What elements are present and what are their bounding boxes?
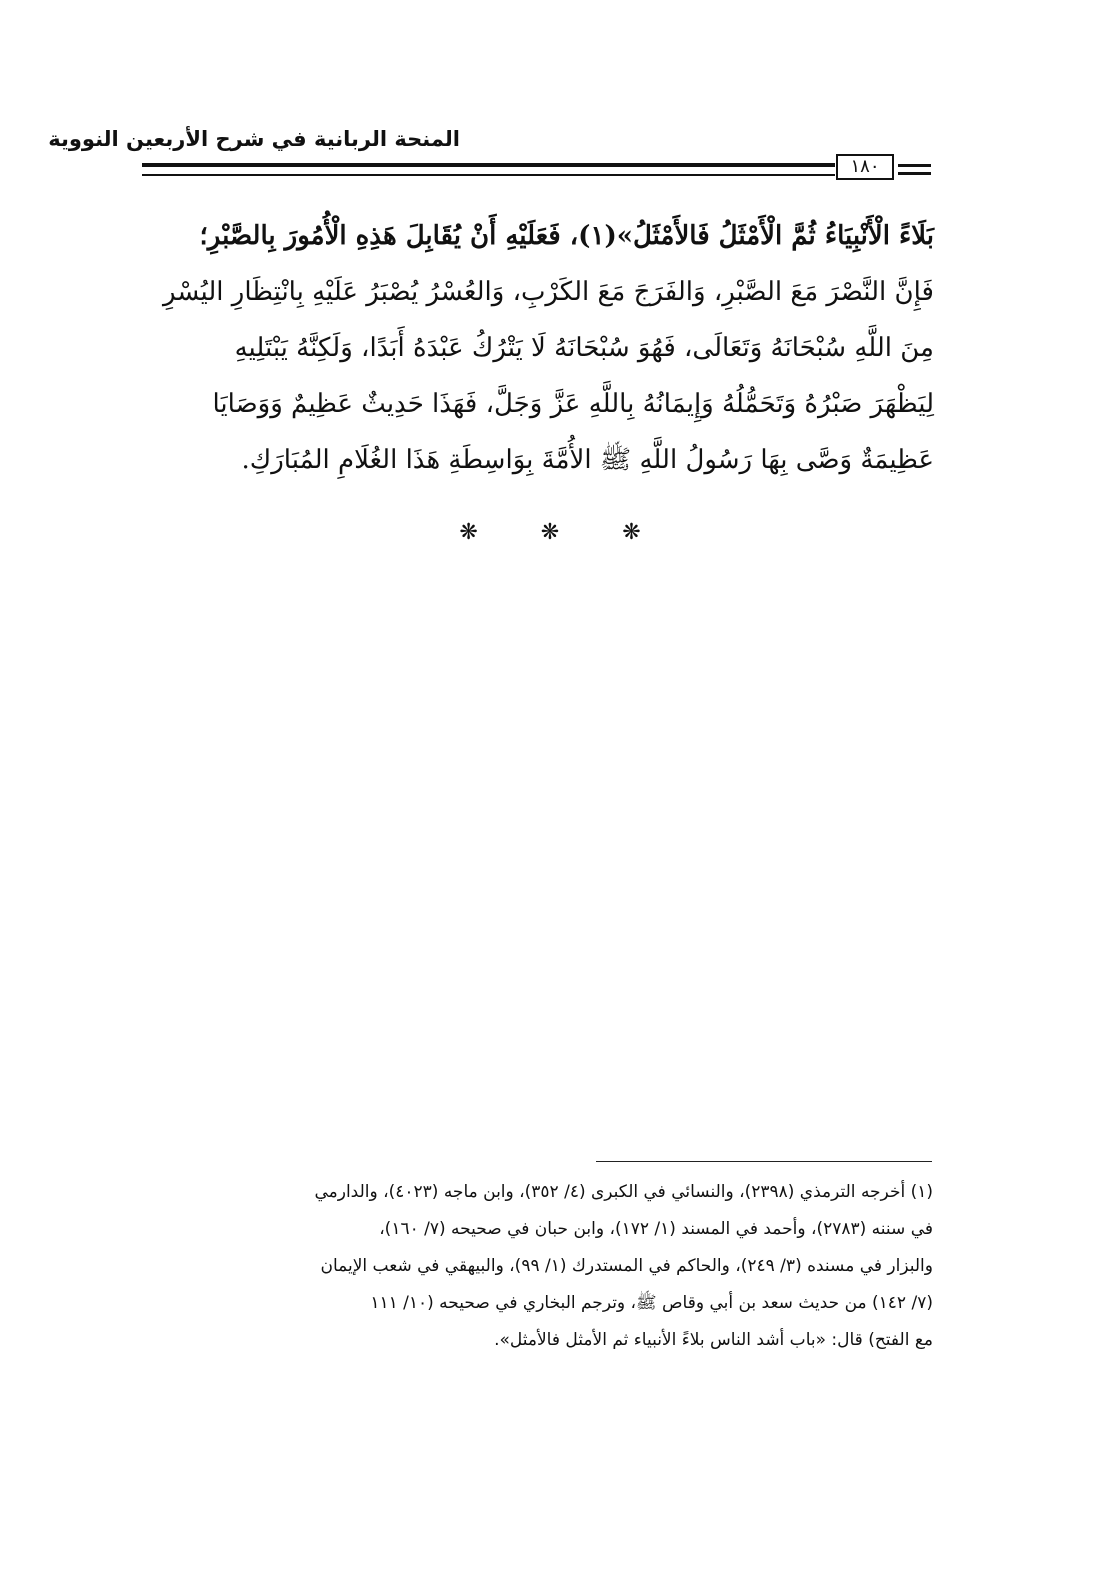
body-line-5: عَظِيمَةٌ وَصَّى بِهَا رَسُولُ اللَّهِ ﷺ الأُمَّةَ بِوَاسِطَةِ هَذَا الغُلَامِ المُبَارَكِ.	[241, 445, 934, 475]
body-line-4: لِيَظْهَرَ صَبْرُهُ وَتَحَمُّلُهُ وَإِيمَانُهُ بِاللَّهِ عَزَّ وَجَلَّ، فَهَذَا حَدِيثٌ عَظِيمٌ وَوَصَايَا	[212, 389, 934, 419]
book-title: المنحة الربانية في شرح الأربعين النووية	[48, 127, 460, 151]
footnote-line-3: والبزار في مسنده (٣/ ٢٤٩)، والحاكم في المستدرك (١/ ٩٩)، والبيهقي في شعب الإيمان	[320, 1256, 933, 1276]
footnote-line-5: مع الفتح) قال: «باب أشد الناس بلاءً الأنبياء ثم الأمثل فالأمثل».	[494, 1330, 933, 1350]
body-line-3: مِنَ اللَّهِ سُبْحَانَهُ وَتَعَالَى، فَهُوَ سُبْحَانَهُ لَا يَتْرُكُ عَبْدَهُ أَبَدًا، وَلَكِنَّهُ يَبْتَلِيهِ	[234, 333, 934, 363]
body-line-2: فَإِنَّ النَّصْرَ مَعَ الصَّبْرِ، وَالفَرَجَ مَعَ الكَرْبِ، وَالعُسْرُ يُصْبَرُ عَلَيْهِ بِانْتِظَارِ اليُسْرِ	[163, 277, 934, 307]
header-rule-thick	[142, 163, 835, 167]
footnote-line-4: (٧/ ١٤٢) من حديث سعد بن أبي وقاص ﷺ، وترجم البخاري في صحيحه (١٠/ ١١١	[370, 1293, 933, 1313]
header-rule-thin	[142, 174, 835, 176]
body-line-1: بَلَاءً الْأَنْبِيَاءُ ثُمَّ الْأَمْثَلُ فَالأَمْثَلُ»(١)، فَعَلَيْهِ أَنْ يُقَابِلَ هَذِهِ الْأُمُورَ بِالصَّبْرِ؛	[199, 221, 934, 251]
header-rule-right-top	[898, 164, 931, 167]
page-number: ١٨٠	[836, 154, 894, 180]
footnote-line-1: (١) أخرجه الترمذي (٢٣٩٨)، والنسائي في الكبرى (٤/ ٣٥٢)، وابن ماجه (٤٠٢٣)، والدارمي	[314, 1182, 933, 1202]
header-rule-right-bottom	[898, 172, 931, 175]
footnote-line-2: في سننه (٢٧٨٣)، وأحمد في المسند (١/ ١٧٢)، وابن حبان في صحيحه (٧/ ١٦٠)،	[379, 1219, 933, 1239]
section-separator: ❋ ❋ ❋	[459, 520, 641, 545]
footnote-divider	[596, 1161, 932, 1162]
main-text	[163, 208, 934, 488]
footnotes	[135, 1174, 933, 1359]
